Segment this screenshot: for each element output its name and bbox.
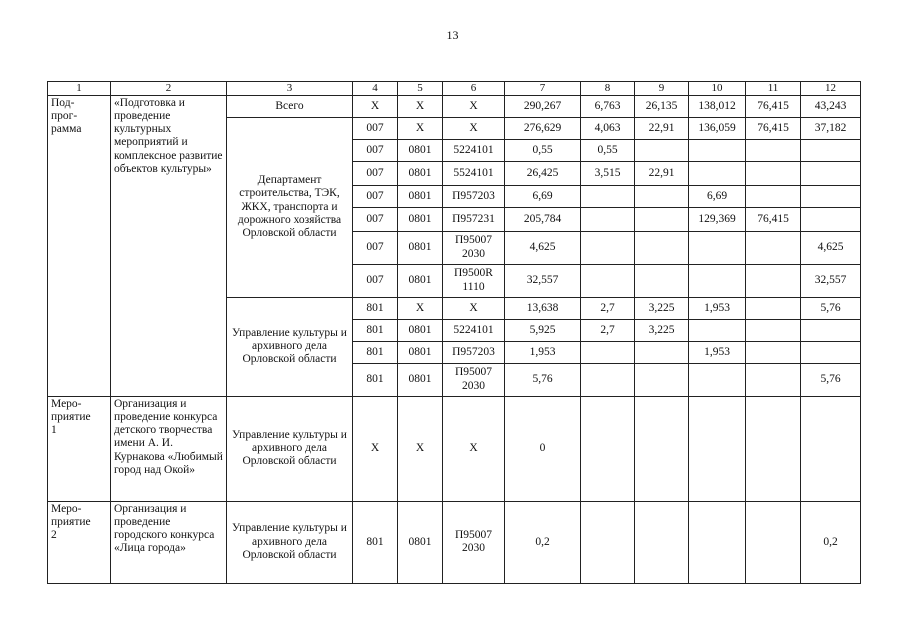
data-cell xyxy=(635,264,689,297)
row-type: Меро- приятие 2 xyxy=(48,501,111,583)
row-type: Под- прог- рамма xyxy=(48,95,111,396)
data-cell: 801 xyxy=(353,501,398,583)
data-cell: Х xyxy=(443,95,505,117)
data-cell xyxy=(581,396,635,501)
data-cell xyxy=(635,231,689,264)
data-cell xyxy=(801,185,861,207)
column-header: 9 xyxy=(635,82,689,96)
data-cell: 6,69 xyxy=(689,185,746,207)
data-cell: 2,7 xyxy=(581,297,635,319)
event-name: Организация и проведение городского конкурса «Лица города» xyxy=(111,501,227,583)
data-cell: 007 xyxy=(353,207,398,231)
data-cell xyxy=(635,207,689,231)
data-cell: 205,784 xyxy=(505,207,581,231)
data-cell xyxy=(689,363,746,396)
column-header: 12 xyxy=(801,82,861,96)
data-cell xyxy=(746,264,801,297)
data-cell: Х xyxy=(398,95,443,117)
data-cell xyxy=(801,139,861,161)
data-cell xyxy=(635,139,689,161)
data-cell: 6,763 xyxy=(581,95,635,117)
data-cell: П95007 2030 xyxy=(443,501,505,583)
data-cell: 0,2 xyxy=(505,501,581,583)
department-name: Управление культуры и архивного дела Орловской области xyxy=(227,501,353,583)
data-cell: 0801 xyxy=(398,264,443,297)
data-cell xyxy=(581,231,635,264)
data-cell: 0801 xyxy=(398,501,443,583)
program-name: «Подготовка и проведение культурных мероприятий и комплексное развитие объектов культуры» xyxy=(111,95,227,396)
data-cell: 0,55 xyxy=(581,139,635,161)
data-cell: 3,515 xyxy=(581,161,635,185)
data-cell: 0 xyxy=(505,396,581,501)
data-cell: 37,182 xyxy=(801,117,861,139)
data-cell: П957203 xyxy=(443,185,505,207)
data-cell: 43,243 xyxy=(801,95,861,117)
data-cell: 129,369 xyxy=(689,207,746,231)
page-number: 13 xyxy=(446,28,459,42)
data-cell: 76,415 xyxy=(746,207,801,231)
data-cell: 0,2 xyxy=(801,501,861,583)
data-cell xyxy=(801,207,861,231)
data-cell xyxy=(801,161,861,185)
data-cell xyxy=(689,396,746,501)
table-row xyxy=(48,396,861,501)
data-cell: Х xyxy=(398,117,443,139)
data-cell xyxy=(581,207,635,231)
data-cell xyxy=(689,139,746,161)
data-cell: 1,953 xyxy=(689,297,746,319)
data-cell: 801 xyxy=(353,341,398,363)
column-header: 10 xyxy=(689,82,746,96)
data-cell: 4,063 xyxy=(581,117,635,139)
data-cell: 0801 xyxy=(398,319,443,341)
data-cell: 0801 xyxy=(398,341,443,363)
table-row xyxy=(48,95,861,117)
data-cell: 276,629 xyxy=(505,117,581,139)
table-row xyxy=(48,501,861,583)
data-cell: П95007 2030 xyxy=(443,363,505,396)
data-cell: Х xyxy=(443,117,505,139)
data-cell xyxy=(801,319,861,341)
data-cell xyxy=(635,363,689,396)
data-cell: 0801 xyxy=(398,363,443,396)
data-cell: 76,415 xyxy=(746,95,801,117)
data-cell xyxy=(746,501,801,583)
data-cell xyxy=(746,185,801,207)
data-cell xyxy=(801,396,861,501)
column-header: 11 xyxy=(746,82,801,96)
data-cell xyxy=(746,341,801,363)
data-cell: Х xyxy=(443,396,505,501)
budget-table xyxy=(47,81,861,584)
data-cell: 1,953 xyxy=(505,341,581,363)
table-row xyxy=(48,82,861,96)
data-cell xyxy=(746,396,801,501)
total-label: Всего xyxy=(227,95,353,117)
data-cell: П957203 xyxy=(443,341,505,363)
data-cell: 32,557 xyxy=(505,264,581,297)
data-cell: 1,953 xyxy=(689,341,746,363)
data-cell: П95007 2030 xyxy=(443,231,505,264)
data-cell: П957231 xyxy=(443,207,505,231)
data-cell: 0801 xyxy=(398,139,443,161)
data-cell: 5,76 xyxy=(505,363,581,396)
data-cell: 13,638 xyxy=(505,297,581,319)
data-cell xyxy=(581,501,635,583)
data-cell xyxy=(746,363,801,396)
data-cell: 3,225 xyxy=(635,297,689,319)
column-header: 4 xyxy=(353,82,398,96)
data-cell xyxy=(746,231,801,264)
department-name: Управление культуры и архивного дела Орловской области xyxy=(227,396,353,501)
data-cell xyxy=(746,319,801,341)
data-cell: 0,55 xyxy=(505,139,581,161)
data-cell xyxy=(689,319,746,341)
data-cell: 22,91 xyxy=(635,117,689,139)
department-name: Управление культуры и архивного дела Орловской области xyxy=(227,297,353,396)
data-cell: Х xyxy=(353,396,398,501)
data-cell: 007 xyxy=(353,231,398,264)
data-cell xyxy=(581,185,635,207)
data-cell: 5224101 xyxy=(443,139,505,161)
data-cell: 32,557 xyxy=(801,264,861,297)
data-cell: 22,91 xyxy=(635,161,689,185)
data-cell: 0801 xyxy=(398,185,443,207)
data-cell: 801 xyxy=(353,297,398,319)
data-cell xyxy=(581,363,635,396)
data-cell: Х xyxy=(443,297,505,319)
data-cell: 5,76 xyxy=(801,363,861,396)
data-cell: 290,267 xyxy=(505,95,581,117)
column-header: 8 xyxy=(581,82,635,96)
data-cell xyxy=(746,139,801,161)
data-cell: 5524101 xyxy=(443,161,505,185)
data-cell xyxy=(581,341,635,363)
data-cell xyxy=(746,161,801,185)
data-cell xyxy=(635,185,689,207)
data-cell: Х xyxy=(398,297,443,319)
data-cell: 5,76 xyxy=(801,297,861,319)
data-cell: 3,225 xyxy=(635,319,689,341)
column-header: 1 xyxy=(48,82,111,96)
data-cell xyxy=(689,501,746,583)
data-cell: 0801 xyxy=(398,161,443,185)
data-cell: 6,69 xyxy=(505,185,581,207)
row-type: Меро- приятие 1 xyxy=(48,396,111,501)
data-cell: 76,415 xyxy=(746,117,801,139)
data-cell xyxy=(689,161,746,185)
event-name: Организация и проведение конкурса детского творчества имени А. И. Курнакова «Любимый город над Окой» xyxy=(111,396,227,501)
data-cell: Х xyxy=(353,95,398,117)
data-cell: 007 xyxy=(353,117,398,139)
data-cell: 5,925 xyxy=(505,319,581,341)
data-cell: 0801 xyxy=(398,207,443,231)
data-cell: Х xyxy=(398,396,443,501)
column-header: 2 xyxy=(111,82,227,96)
data-cell: 136,059 xyxy=(689,117,746,139)
data-cell: П9500R 1110 xyxy=(443,264,505,297)
data-cell xyxy=(635,501,689,583)
department-name: Департамент строительства, ТЭК, ЖКХ, транспорта и дорожного хозяйства Орловской области xyxy=(227,117,353,297)
data-cell xyxy=(581,264,635,297)
column-header: 6 xyxy=(443,82,505,96)
data-cell: 2,7 xyxy=(581,319,635,341)
data-cell: 26,135 xyxy=(635,95,689,117)
data-cell: 801 xyxy=(353,363,398,396)
data-cell: 007 xyxy=(353,161,398,185)
data-cell xyxy=(635,341,689,363)
data-cell: 138,012 xyxy=(689,95,746,117)
data-cell xyxy=(801,341,861,363)
data-cell: 007 xyxy=(353,264,398,297)
data-cell: 5224101 xyxy=(443,319,505,341)
data-cell: 26,425 xyxy=(505,161,581,185)
data-cell xyxy=(689,231,746,264)
data-cell: 801 xyxy=(353,319,398,341)
data-cell xyxy=(689,264,746,297)
column-header: 7 xyxy=(505,82,581,96)
data-cell: 0801 xyxy=(398,231,443,264)
data-cell: 4,625 xyxy=(801,231,861,264)
column-header: 5 xyxy=(398,82,443,96)
data-cell: 007 xyxy=(353,185,398,207)
column-header: 3 xyxy=(227,82,353,96)
data-cell: 007 xyxy=(353,139,398,161)
data-cell xyxy=(746,297,801,319)
data-cell xyxy=(635,396,689,501)
data-cell: 4,625 xyxy=(505,231,581,264)
